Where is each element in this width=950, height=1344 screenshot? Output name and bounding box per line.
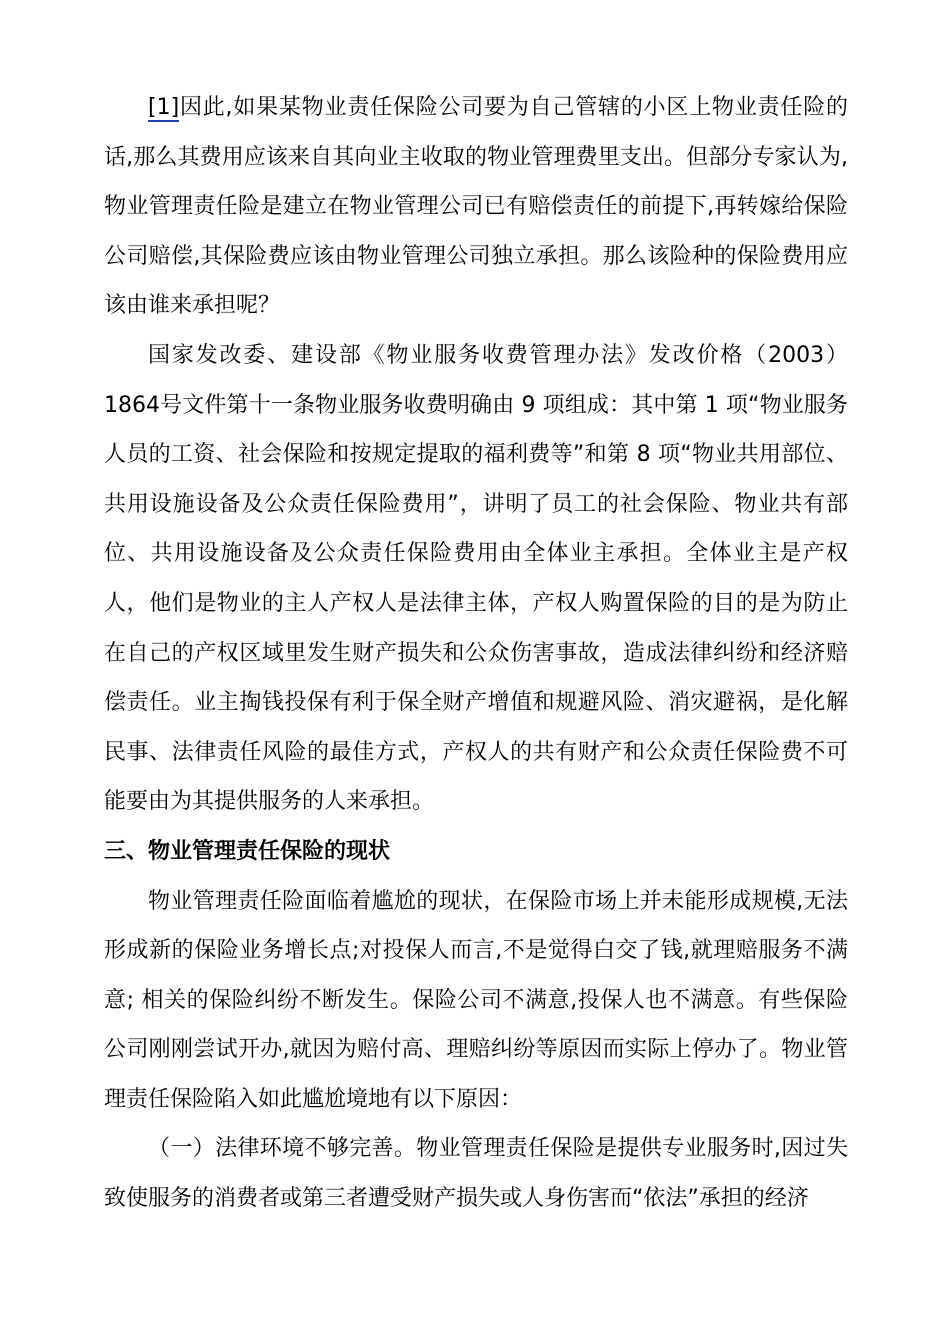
document-page <box>104 83 848 1224</box>
paragraph-3: 物业管理责任险面临着尴尬的现状，在保险市场上并未能形成规模,无法形成新的保险业务增长点;对投保人而言,不是觉得白交了钱,就理赔服务不满意; 相关的保险纠纷不断发生。保险公司不满意,投保人也不满意。有些保险公司刚刚尝试开办,就因为赔付高、理赔纠纷等原因而实际上停办了。物业管理责任保险陷入如此尴尬境地有以下原因： <box>104 888 848 1112</box>
paragraph-1-text: 因此,如果某物业责任保险公司要为自己管辖的小区上物业责任险的话,那么其费用应该来自其向业主收取的物业管理费里支出。但部分专家认为,物业管理责任险是建立在物业管理公司已有赔偿责任的前提下,再转嫁给保险公司赔偿,其保险费应该由物业管理公司独立承担。那么该险种的保险费用应该由谁来承担呢？ <box>104 95 848 319</box>
paragraph-2: 国家发改委、建设部《物业服务收费管理办法》发改价格（2003）1864号文件第十一条物业服务收费明确由 9 项组成：其中第 1 项“物业服务人员的工资、社会保险和按规定提取的福利费等”和第 8 项“物业共用部位、共用设施设备及公众责任保险费用”，讲明了员工的社会保险、物业共有部位、共用设施设备及公众责任保险费用由全体业主承担。全体业主是产权人，他们是物业的主人产权人是法律主体，产权人购置保险的目的是为防止在自己的产权区域里发生财产损失和公众伤害事故，造成法律纠纷和经济赔偿责任。业主掏钱投保有利于保全财产增值和规避风险、消灾避祸，是化解民事、法律责任风险的最佳方式，产权人的共有财产和公众责任保险费不可能要由为其提供服务的人来承担。 <box>104 342 848 815</box>
footnote-reference-link[interactable]: [1] <box>148 95 180 120</box>
paragraph-4: （一）法律环境不够完善。物业管理责任保险是提供专业服务时,因过失致使服务的消费者或第三者遭受财产损失或人身伤害而“依法”承担的经济 <box>104 1136 848 1212</box>
section-heading-3: 三、物业管理责任保险的现状 <box>104 838 391 864</box>
paragraph-1 <box>104 83 848 331</box>
